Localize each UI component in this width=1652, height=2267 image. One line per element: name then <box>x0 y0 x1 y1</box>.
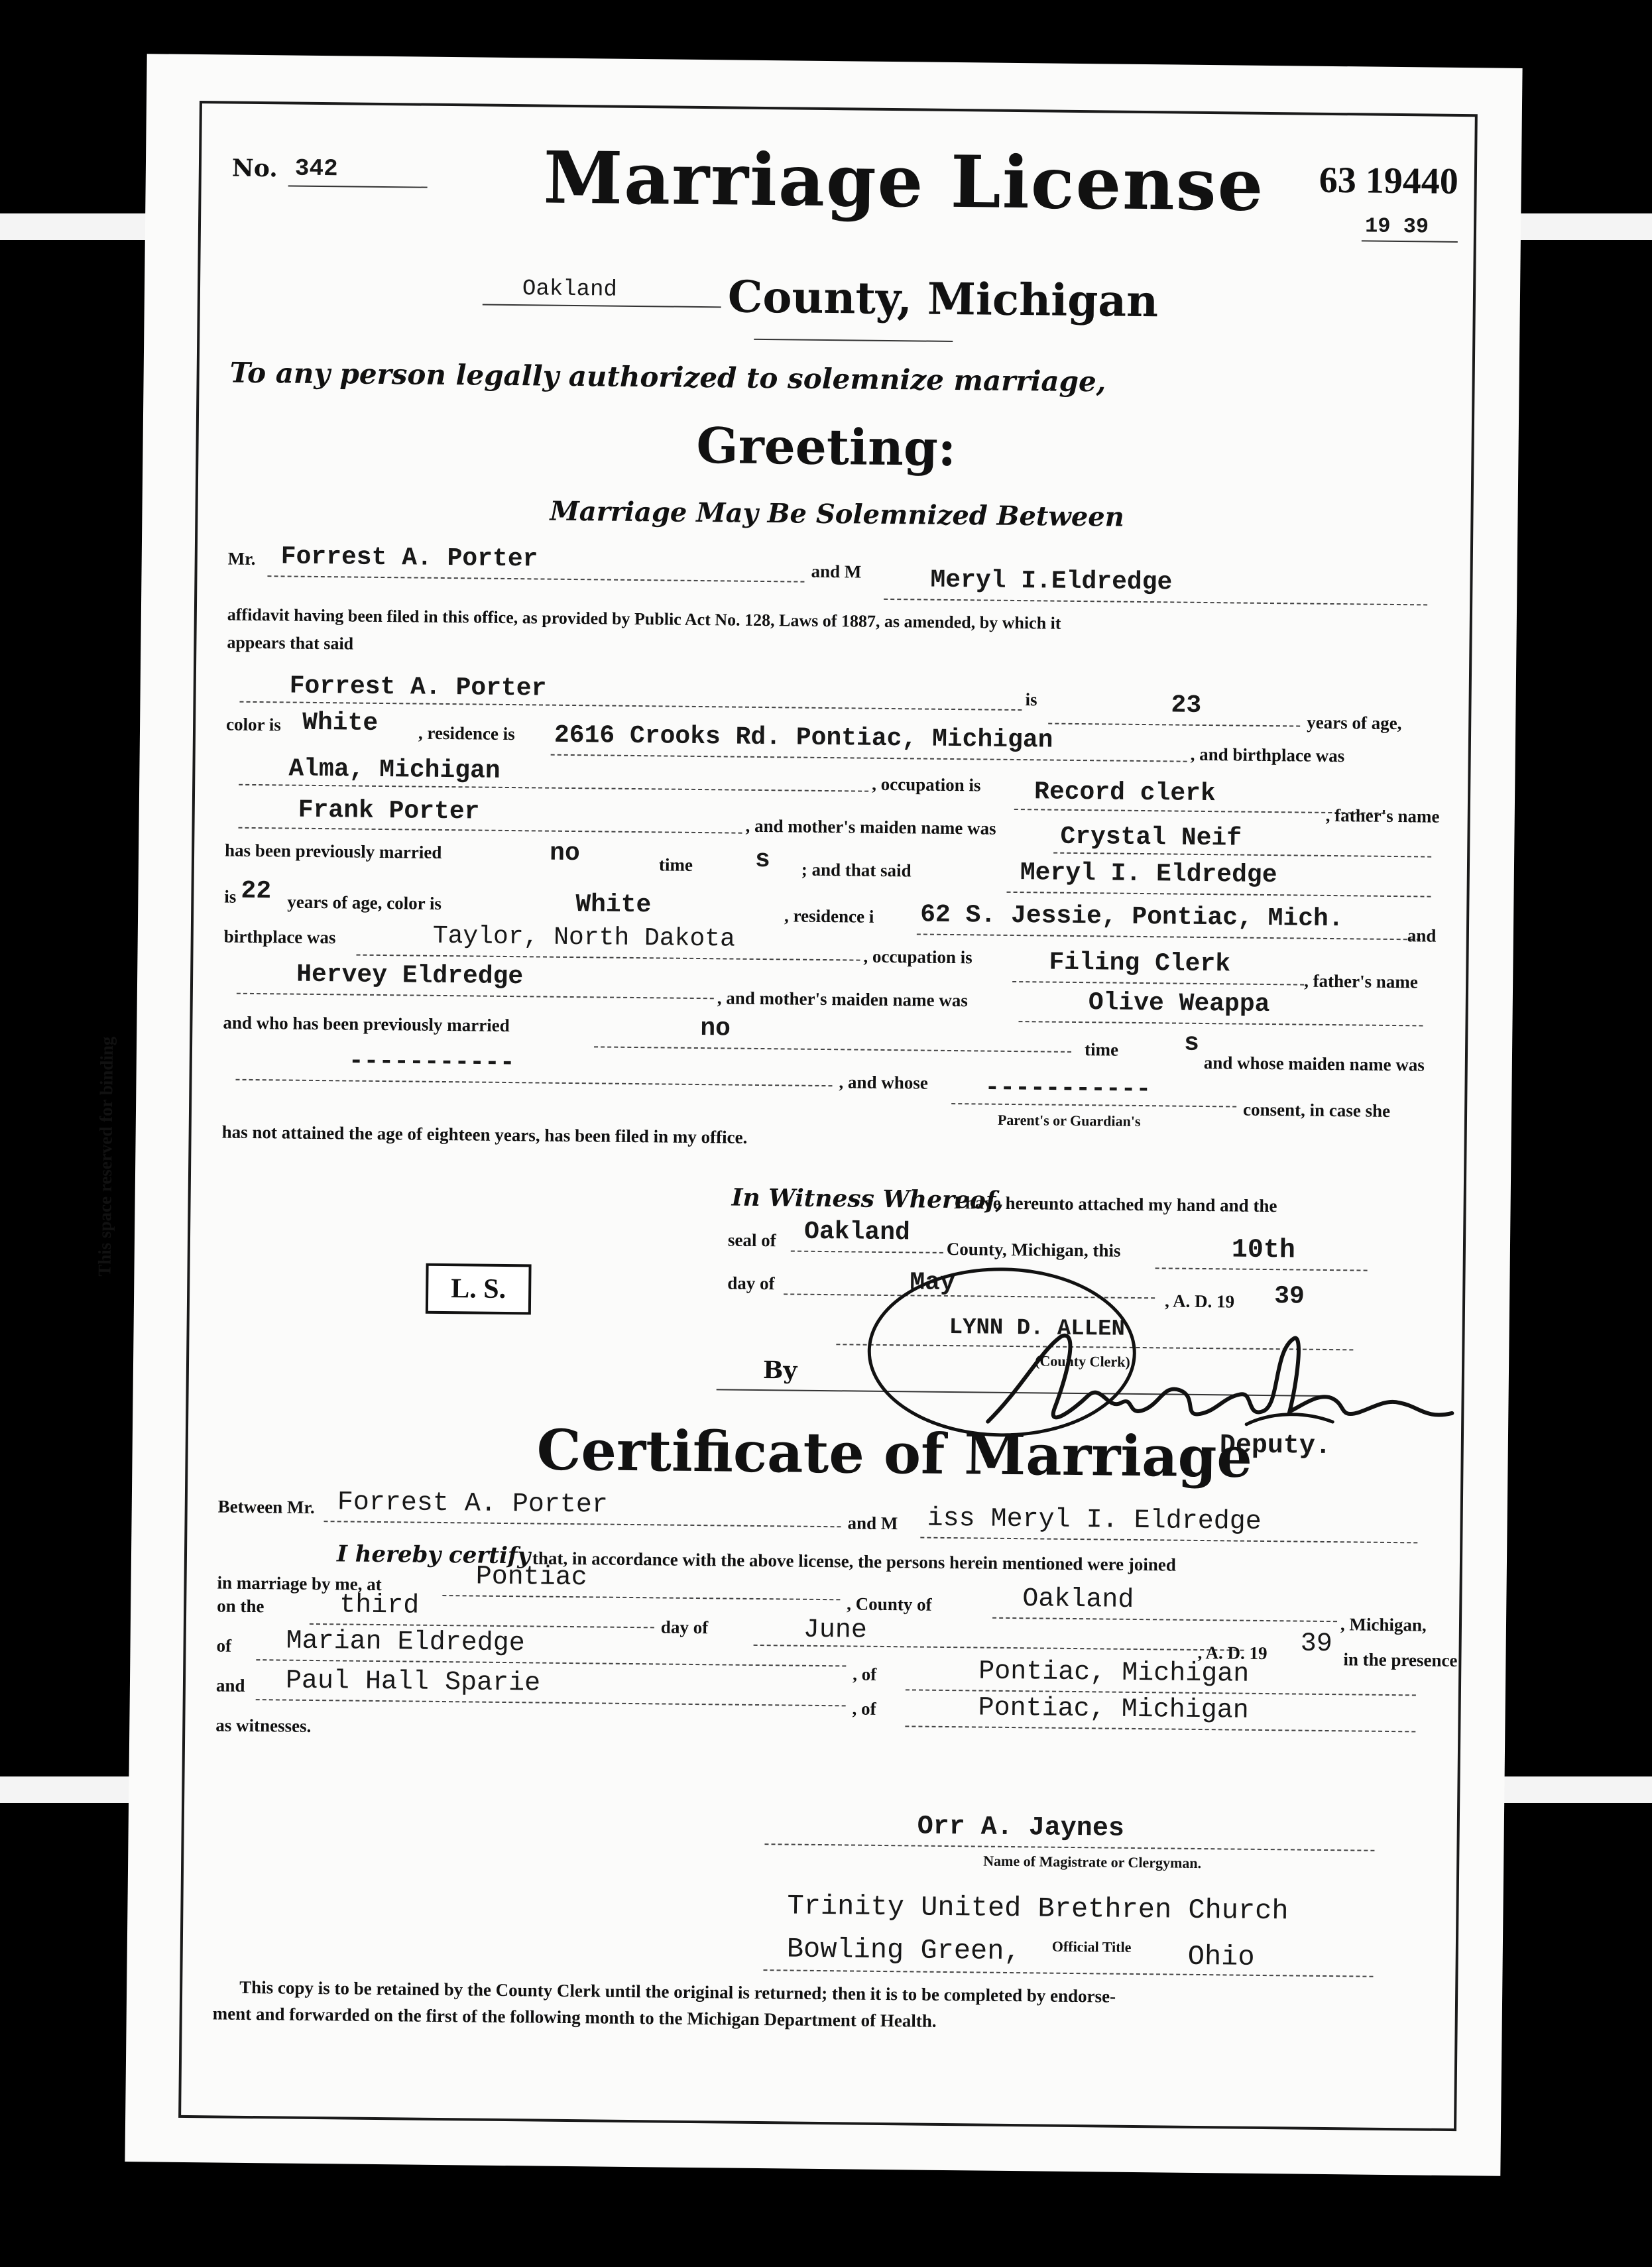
and-that-said-label: ; and that said <box>801 859 912 881</box>
consent-value: ----------- <box>984 1073 1151 1104</box>
on-the-label: on the <box>217 1596 265 1617</box>
license-number: 342 <box>294 154 338 183</box>
groom-name: Forrest A. Porter <box>280 542 538 574</box>
witness-2-place: Pontiac, Michigan <box>978 1693 1249 1726</box>
witness-text: I have hereunto attached my hand and the <box>953 1192 1277 1216</box>
seal-of-label: seal of <box>727 1230 776 1251</box>
groom-age: 23 <box>1171 691 1202 720</box>
document-title: Marriage License <box>543 136 1266 227</box>
and-whose-label: , and whose <box>839 1072 928 1093</box>
officiant-church: Trinity United Brethren Church <box>787 1890 1289 1928</box>
mothers-maiden-label: , and mother's maiden name was <box>745 815 996 839</box>
county-michigan-this: County, Michigan, this <box>946 1238 1121 1261</box>
as-witnesses-label: as witnesses. <box>215 1715 312 1736</box>
michigan-label: , Michigan, <box>1340 1614 1427 1635</box>
license-closing-text: has not attained the age of eighteen years, has been filed in my office. <box>221 1122 748 1147</box>
groom-birthplace: Alma, Michigan <box>288 754 501 785</box>
mothers-maiden-label-2: , and mother's maiden name was <box>717 988 968 1011</box>
and-m-label: and M <box>811 561 862 582</box>
greeting-heading: Greeting: <box>696 417 957 478</box>
bride-previously-married: no <box>700 1014 731 1043</box>
binding-margin-note: This space reserved for binding <box>94 1036 117 1277</box>
occupation-label: , occupation is <box>872 774 981 795</box>
bride-color: White <box>575 890 652 920</box>
marriage-license-document <box>94 54 1522 2176</box>
mr-label: Mr. <box>227 548 256 569</box>
is-prefix-label: is <box>224 886 237 907</box>
locus-sigilli-box: L. S. <box>426 1263 532 1315</box>
years-color-label: years of age, color is <box>287 892 442 913</box>
county-name: Oakland <box>522 276 618 303</box>
consent-label: consent, in case she <box>1242 1099 1391 1121</box>
bride-times: s <box>1183 1029 1200 1058</box>
county-clerk-name: LYNN D. ALLEN <box>949 1314 1126 1342</box>
color-label: color is <box>225 714 282 735</box>
is-label: is <box>1025 689 1037 710</box>
officiant-city: Bowling Green, <box>786 1933 1021 1968</box>
footer-note-1: This copy is to be retained by the County Clerk until the original is returned; then it is to be completed by endorse- <box>239 1977 1116 2006</box>
day-of-label-2: day of <box>660 1617 709 1638</box>
witness-1-name: Marian Eldredge <box>286 1626 525 1659</box>
bride-residence: 62 S. Jessie, Pontiac, Mich. <box>919 900 1344 934</box>
maiden-name-label: and whose maiden name was <box>1203 1053 1425 1075</box>
affidavit-text-2: appears that said <box>227 632 354 654</box>
groom-mother: Crystal Neif <box>1060 822 1242 853</box>
county-of-label: , County of <box>847 1594 932 1615</box>
and-label-2: and <box>215 1675 245 1696</box>
official-title-caption: Official Title <box>1051 1938 1132 1955</box>
certificate-and-m-label: and M <box>847 1513 898 1534</box>
ad-19-label-2: , A. D. 19 <box>1197 1642 1268 1664</box>
officiant-caption: Name of Magistrate or Clergyman. <box>983 1852 1202 1872</box>
ad-19-label: , A. D. 19 <box>1164 1291 1235 1312</box>
marriage-year: 39 <box>1300 1629 1332 1660</box>
witness-2-name: Paul Hall Sparie <box>285 1666 541 1699</box>
between-mr-label: Between Mr. <box>217 1496 315 1517</box>
record-year: 19 39 <box>1364 213 1429 239</box>
maiden-name: ----------- <box>348 1047 515 1078</box>
groom-father: Frank Porter <box>298 795 480 827</box>
certify-text: that, in accordance with the above license, the persons herein mentioned were joined <box>532 1548 1177 1575</box>
of-label-3: , of <box>852 1698 876 1719</box>
previously-married-label: has been previously married <box>224 840 442 862</box>
footer-note-2: ment and forwarded on the first of the following month to the Michigan Department of Health. <box>212 2003 937 2031</box>
witness-1-place: Pontiac, Michigan <box>978 1657 1250 1690</box>
of-label: of <box>216 1635 232 1656</box>
in-presence-label: in the presence <box>1343 1649 1458 1671</box>
years-of-age-label: years of age, <box>1307 712 1402 734</box>
witness-heading: In Witness Whereof, <box>731 1183 1004 1214</box>
by-label: By <box>762 1356 797 1385</box>
of-label-2: , of <box>853 1664 877 1684</box>
bride-name-repeat: Meryl I. Eldredge <box>1020 858 1277 890</box>
groom-color: White <box>302 708 379 738</box>
groom-residence: 2616 Crooks Rd. Pontiac, Michigan <box>554 721 1053 755</box>
bride-occupation: Filing Clerk <box>1049 948 1231 979</box>
marriage-day: third <box>339 1590 420 1621</box>
marriage-month: June <box>803 1615 868 1646</box>
witness-month: May <box>910 1268 956 1298</box>
witness-day: 10th <box>1231 1235 1296 1266</box>
birthplace-label: , and birthplace was <box>1190 744 1345 766</box>
deputy-label: Deputy. <box>1219 1430 1332 1462</box>
certificate-title: Certificate of Marriage <box>536 1417 1253 1490</box>
salutation: To any person legally authorized to solemnize marriage, <box>229 356 1106 398</box>
bride-age: 22 <box>241 876 272 906</box>
license-number-label: No. <box>231 154 278 183</box>
marriage-county: Oakland <box>1022 1584 1134 1615</box>
groom-times: s <box>754 845 771 875</box>
residence-label: , residence is <box>418 723 515 744</box>
time-label: time <box>658 854 693 875</box>
county-state-heading: County, Michigan <box>727 270 1159 327</box>
and-label: and <box>1407 925 1437 946</box>
groom-name-repeat: Forrest A. Porter <box>289 671 547 703</box>
time-label-2: time <box>1084 1039 1119 1060</box>
bride-name: Meryl I.Eldredge <box>930 565 1173 597</box>
groom-previously-married: no <box>549 839 580 868</box>
record-reference-number: 63 19440 <box>1319 159 1459 202</box>
bride-birthplace: Taylor, North Dakota <box>432 921 736 954</box>
officiant-name: Orr A. Jaynes <box>917 1812 1125 1844</box>
fathers-name-label-2: , father's name <box>1304 970 1419 992</box>
certificate-bride: iss Meryl I. Eldredge <box>927 1503 1262 1537</box>
day-of-label: day of <box>727 1273 775 1294</box>
certificate-groom: Forrest A. Porter <box>337 1487 609 1521</box>
bride-previously-married-label: and who has been previously married <box>223 1012 510 1036</box>
certify-heading: I hereby certify <box>336 1540 531 1570</box>
witness-year: 39 <box>1273 1282 1305 1311</box>
groom-occupation: Record clerk <box>1033 778 1216 809</box>
fathers-name-label: , father's name <box>1325 805 1440 827</box>
bride-mother: Olive Weappa <box>1088 988 1270 1019</box>
solemnized-subtitle: Marriage May Be Solemnized Between <box>550 495 1125 533</box>
residence-prefix-label: , residence i <box>784 905 874 927</box>
birthplace-label-2: birthplace was <box>223 926 336 948</box>
parents-guardians-caption: Parent's or Guardian's <box>997 1111 1141 1130</box>
in-marriage-by-label: in marriage by me, at <box>217 1572 382 1595</box>
officiant-state: Ohio <box>1187 1940 1255 1973</box>
affidavit-text-1: affidavit having been filed in this office, as provided by Public Act No. 128, Laws of 1887, as amended, by which it <box>227 605 1061 633</box>
witness-county: Oakland <box>803 1217 911 1248</box>
occupation-label-2: , occupation is <box>863 946 973 968</box>
county-clerk-title: (County Clerk) <box>1035 1352 1130 1370</box>
marriage-place: Pontiac <box>475 1562 587 1594</box>
bride-father: Hervey Eldredge <box>296 960 524 992</box>
